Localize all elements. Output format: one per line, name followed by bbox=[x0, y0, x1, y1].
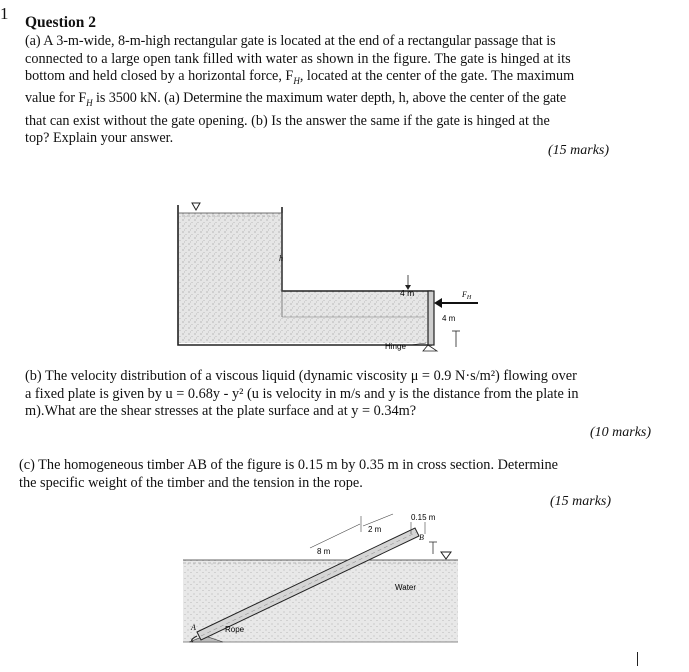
part-a-line-5: that can exist without the gate opening. (b) Is the answer the same if the gate is hinged at the bbox=[25, 112, 550, 129]
label-8m: 8 m bbox=[317, 547, 331, 556]
part-a-line-3: bottom and held closed by a horizontal force, $F_H$, located at the center of the gate. The maximum bbox=[25, 68, 575, 86]
part-b-line-3: m).What are the shear stresses at the plate surface and at y = 0.34m? bbox=[25, 403, 417, 419]
label-A: A bbox=[191, 623, 196, 632]
label-2m: 2 m bbox=[368, 525, 382, 534]
part-b-marks: (10 marks) bbox=[590, 425, 652, 440]
free-surface-icon bbox=[192, 203, 200, 210]
label-015m: 0.15 m bbox=[411, 513, 436, 522]
tank-water bbox=[178, 213, 432, 343]
part-c-marks: (15 marks) bbox=[550, 494, 612, 509]
part-b-line-1: (b) The velocity distribution of a viscous liquid (dynamic viscosity μ = 0.9 N·s/m²) flowing over bbox=[25, 368, 577, 384]
part-a-text bbox=[25, 33, 617, 148]
label-4m-side: 4 m bbox=[442, 314, 456, 323]
label-rope: Rope bbox=[225, 625, 245, 634]
part-b-text bbox=[25, 368, 635, 421]
part-c-text bbox=[19, 457, 629, 492]
part-a-marks: (15 marks) bbox=[548, 143, 610, 158]
part-a-line-1: (a) A 3-m-wide, 8-m-high rectangular gate is located at the end of a rectangular passage that is bbox=[25, 33, 556, 49]
part-b-line-2: a fixed plate is given by u = 0.68y - y² (u is velocity in m/s and y is the distance from the plate in bbox=[25, 385, 579, 402]
label-water: Water bbox=[395, 583, 417, 592]
part-c-line-1: (c) The homogeneous timber AB of the figure is 0.15 m by 0.35 m in cross section. Determine bbox=[19, 457, 558, 473]
question-title: Question 2 bbox=[25, 14, 97, 31]
figure-timber bbox=[175, 508, 475, 653]
label-B: B bbox=[419, 533, 424, 542]
label-hinge: Hinge bbox=[385, 342, 406, 351]
part-a-line-2: connected to a large open tank filled with water as shown in the figure. The gate is hinged at its bbox=[25, 50, 571, 67]
label-FH: $F_H$ bbox=[462, 290, 472, 301]
page-marker: 1 bbox=[0, 4, 9, 23]
label-4m-top: 4 m bbox=[400, 288, 415, 298]
text-cursor bbox=[637, 652, 638, 666]
part-a-line-6: top? Explain your answer. bbox=[25, 130, 174, 147]
free-surface-icon bbox=[441, 552, 451, 559]
hinge-icon bbox=[423, 345, 437, 351]
part-c-line-2: the specific weight of the timber and the tension in the rope. bbox=[19, 474, 363, 491]
label-h: h bbox=[279, 254, 283, 263]
figure-tank-gate bbox=[170, 195, 490, 355]
part-a-line-4: value for $F_H$ is 3500 kN. (a) Determine the maximum water depth, h, above the center of the gate bbox=[25, 90, 567, 109]
gate bbox=[428, 291, 434, 345]
